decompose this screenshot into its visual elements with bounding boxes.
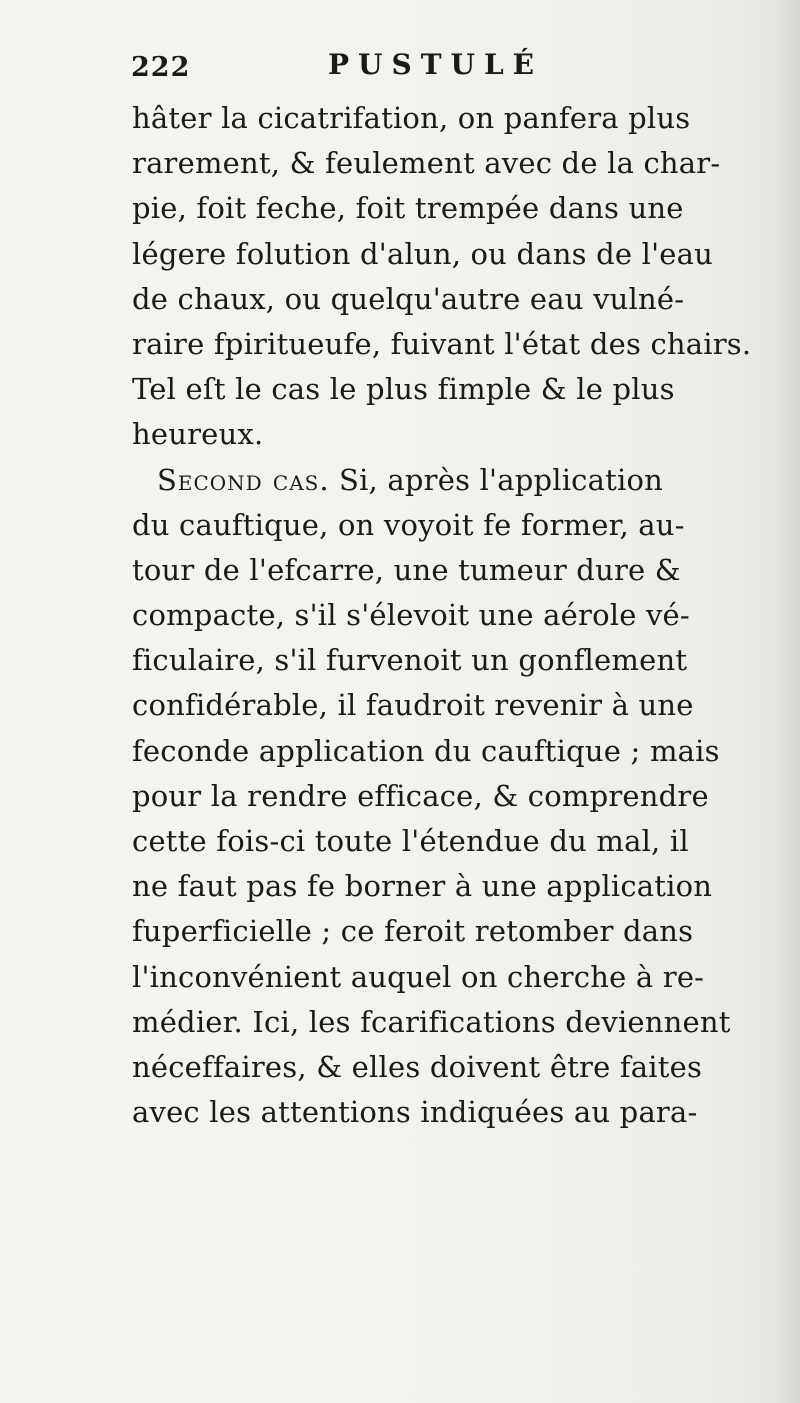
text-line: hâter la cicatrifation, on panfera plus	[132, 101, 691, 135]
text-line: ne faut pas fe borner à une application	[132, 869, 713, 904]
text-line: heureux.	[132, 417, 264, 452]
text-line: légere folution d'alun, ou dans de l'eau	[132, 236, 714, 271]
running-head: PUSTULÉ	[328, 48, 543, 81]
text-line: pour la rendre efficace, & comprendre	[132, 778, 709, 813]
page-header	[0, 48, 800, 88]
body-text	[132, 96, 782, 1135]
text-line: néceffaires, & elles doivent être faites	[132, 1049, 703, 1084]
text-line: Tel eſt le cas le plus fimple & le plus	[132, 372, 675, 407]
text-line: avec les attentions indiquées au para-	[132, 1095, 698, 1130]
text-line: du cauftique, on voyoit fe former, au-	[132, 507, 685, 542]
text-line: feconde application du cauftique ; mais	[132, 733, 720, 768]
text-line: fuperficielle ; ce feroit retomber dans	[132, 914, 694, 949]
text-line: compacte, s'il s'élevoit une aérole vé-	[132, 598, 690, 633]
text-line: médier. Ici, les fcarifications deviennent	[132, 1004, 731, 1039]
text-line: l'inconvénient auquel on cherche à re-	[132, 959, 705, 994]
page-number: 222	[131, 52, 191, 83]
section-lead: Second cas.	[157, 462, 330, 497]
text-line: de chaux, ou quelqu'autre eau vulné-	[132, 281, 685, 316]
text-line: tour de l'efcarre, une tumeur dure &	[132, 552, 681, 587]
text-line: ficulaire, s'il furvenoit un gonflement	[132, 643, 688, 678]
text-line: confidérable, il faudroit revenir à une	[132, 688, 694, 723]
text-line: cette fois-ci toute l'étendue du mal, il	[132, 824, 689, 858]
text-line-section-start: Second cas. Si, après l'application	[157, 462, 663, 497]
text-line: pie, foit feche, foit trempée dans une	[132, 191, 684, 226]
text-line: rarement, & feulement avec de la char-	[132, 146, 721, 181]
text-line: raire fpiritueufe, fuivant l'état des chairs.	[132, 326, 752, 361]
